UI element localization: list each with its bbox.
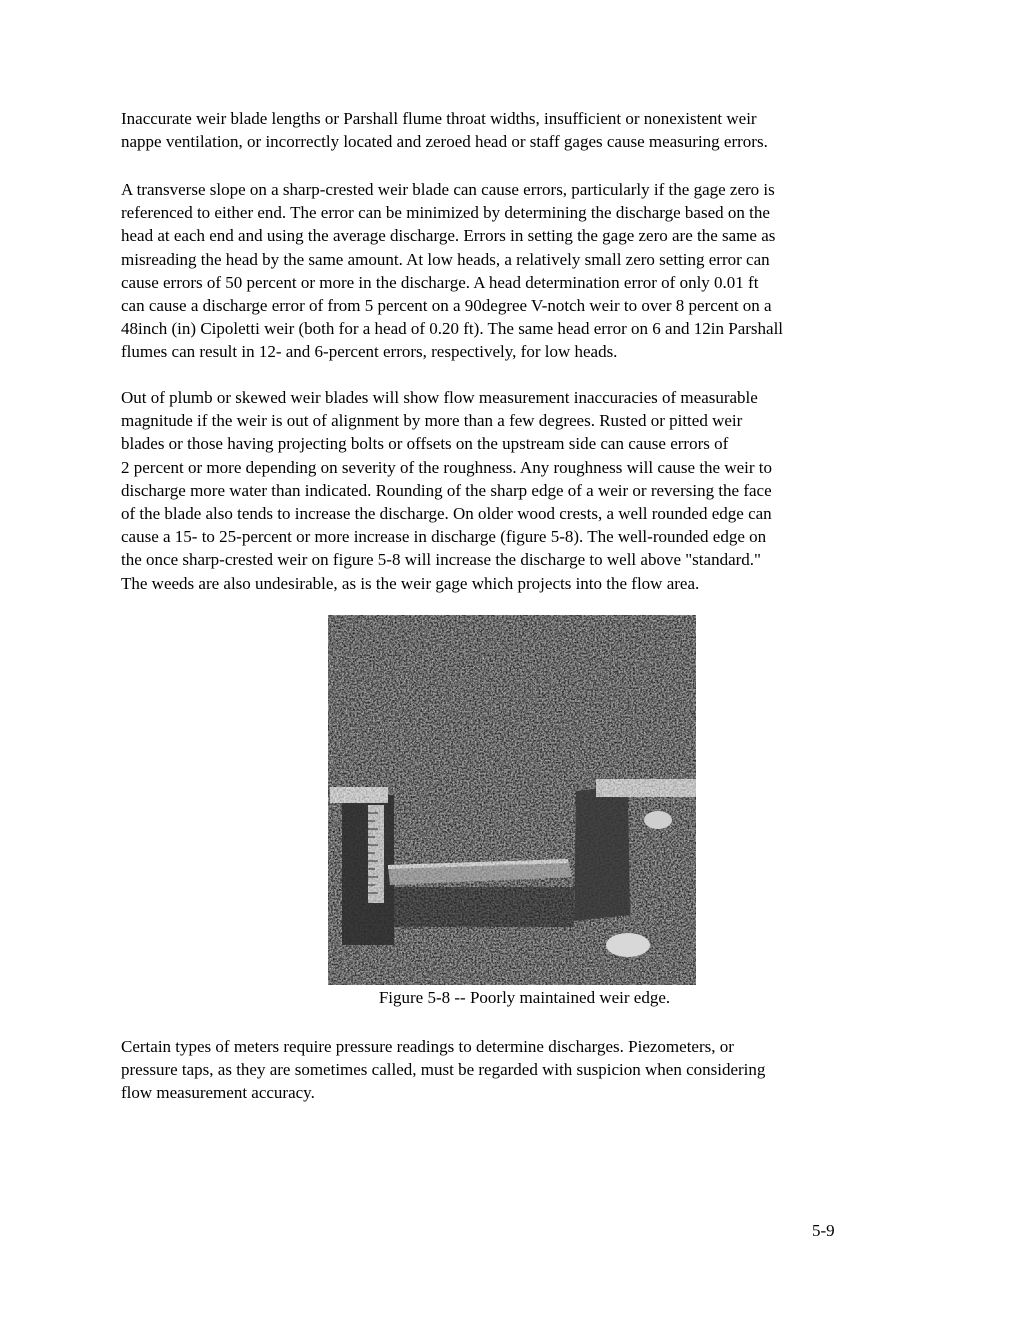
text-line: Certain types of meters require pressure readings to determine discharges. Piezometers, or — [121, 1037, 734, 1056]
text-line: 2 percent or more depending on severity of the roughness. Any roughness will cause the weir to — [121, 457, 773, 477]
text-line: The weeds are also undesirable, as is the weir gage which projects into the flow area. — [121, 573, 700, 593]
text-line: A transverse slope on a sharp-crested weir blade can cause errors, particularly if the gage zero is — [121, 180, 775, 199]
paragraph-measuring-errors — [121, 107, 911, 153]
text-line: can cause a discharge error of from 5 percent on a 90degree V-notch weir to over 8 percent on a — [121, 296, 772, 316]
text-line: cause a 15- to 25-percent or more increase in discharge (figure 5-8). The well-rounded edge on — [121, 527, 767, 547]
text-line: of the blade also tends to increase the discharge. On older wood crests, a well rounded edge can — [121, 504, 772, 524]
figure-caption-text: Figure 5-8 -- Poorly maintained weir edge. — [378, 988, 671, 1007]
text-line: pressure taps, as they are sometimes called, must be regarded with suspicion when considering — [121, 1060, 766, 1080]
text-line: cause errors of 50 percent or more in the discharge. A head determination error of only 0.01 ft — [121, 272, 759, 292]
weir-photo — [328, 615, 696, 985]
text-line: Out of plumb or skewed weir blades will show flow measurement inaccuracies of measurable — [121, 388, 758, 407]
text-line: magnitude if the weir is out of alignment by more than a few degrees. Rusted or pitted weir — [121, 411, 743, 431]
text-line: flumes can result in 12- and 6-percent errors, respectively, for low heads. — [121, 342, 618, 362]
text-line: flow measurement accuracy. — [121, 1083, 315, 1103]
text-line: head at each end and using the average discharge. Errors in setting the gage zero are the same as — [121, 226, 776, 246]
text-line: discharge more water than indicated. Rounding of the sharp edge of a weir or reversing the face — [121, 480, 772, 500]
text-line: Inaccurate weir blade lengths or Parshall flume throat widths, insufficient or nonexistent weir — [121, 109, 757, 128]
text-line: nappe ventilation, or incorrectly located and zeroed head or staff gages cause measuring errors. — [121, 132, 768, 152]
figure-caption — [0, 987, 1024, 1009]
text-line: the once sharp-crested weir on figure 5-8 will increase the discharge to well above "standard." — [121, 550, 761, 570]
text-line: referenced to either end. The error can be minimized by determining the discharge based on the — [121, 203, 770, 223]
text-line: 48inch (in) Cipoletti weir (both for a head of 0.20 ft). The same head error on 6 and 12in Parshall — [121, 319, 784, 339]
page-number: 5-9 — [812, 1221, 835, 1240]
paragraph-weir-blades — [121, 386, 911, 595]
paragraph-transverse-slope — [121, 178, 911, 364]
text-line: misreading the head by the same amount. At low heads, a relatively small zero setting error can — [121, 249, 770, 269]
paragraph-pressure-readings — [121, 1035, 911, 1105]
text-line: blades or those having projecting bolts or offsets on the upstream side can cause errors of — [121, 434, 729, 454]
